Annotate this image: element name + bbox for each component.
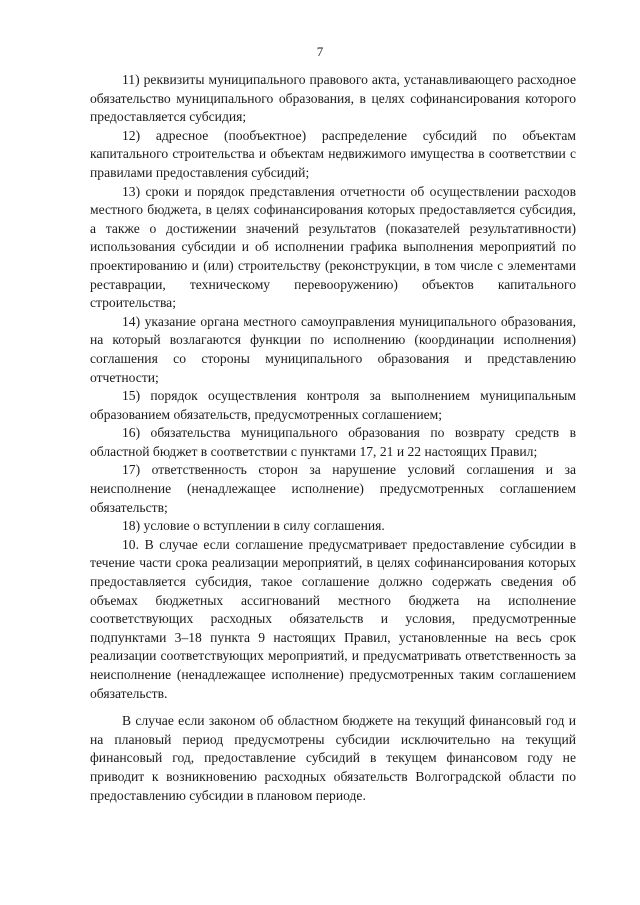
paragraph-item-18: 18) условие о вступлении в силу соглашения. xyxy=(122,518,385,534)
paragraph-clause-10: 10. В случае если соглашение предусматривает предоставление субсидии в течение части срока реализации мероприятий, в целях софинансирования которых предоставляется субсидия, такое соглашение должно содержать сведения об объемах бюджетных ассигнований местного бюджета на исполнение соответствующих расходных обязательств и условия, предусмотренные подпунктами 3–18 пункта 9 настоящих Правил, установленные на весь срок реализации соответствующих мероприятий, и предусматривать ответственность за неисполнение (ненадлежащее исполнение) предусмотренных таким соглашением обязательств. xyxy=(90,536,576,701)
paragraph-item-13: 13) сроки и порядок представления отчетности об осуществлении расходов местного бюджета, в целях софинансирования которых предоставляется субсидия, а также о достижении значений результатов (показателей результативности) использования субсидии и об исполнении графика выполнения мероприятий по проектированию и (или) строительству (реконструкции, в том числе с элементами реставрации, техническому перевооружению) объектов капитального строительства; xyxy=(90,183,576,311)
paragraph-item-17: 17) ответственность сторон за нарушение условий соглашения и за неисполнение (ненадлежащее исполнение) предусмотренных соглашением обязательств; xyxy=(90,462,576,515)
paragraph-item-14: 14) указание органа местного самоуправления муниципального образования, на который возлагаются функции по исполнению (координации исполнения) соглашения со стороны муниципального образования и представлению отчетности; xyxy=(90,313,576,385)
paragraph-item-12: 12) адресное (пообъектное) распределение субсидий по объектам капитального строительства и объектам недвижимого имущества в соответствии с правилами предоставления субсидий; xyxy=(90,127,576,180)
paragraph-final: В случае если законом об областном бюджете на текущий финансовый год и на плановый период предусмотрены субсидии исключительно на текущий финансовый год, предоставление субсидий в текущем финансовом году не приводит к возникновению расходных обязательств Волгоградской области по предоставлению субсидии в плановом периоде. xyxy=(90,713,576,803)
paragraph-item-16: 16) обязательства муниципального образования по возврату средств в областной бюджет в соответствии с пунктами 17, 21 и 22 настоящих Правил; xyxy=(90,425,576,459)
paragraph-item-15: 15) порядок осуществления контроля за выполнением муниципальным образованием обязательств, предусмотренных соглашением; xyxy=(90,388,576,422)
page-number: 7 xyxy=(316,44,324,59)
paragraph-item-11: 11) реквизиты муниципального правового акта, устанавливающего расходное обязательство муниципального образования, в целях софинансирования которого предоставляется субсидия; xyxy=(90,72,576,125)
document-body xyxy=(90,71,576,805)
